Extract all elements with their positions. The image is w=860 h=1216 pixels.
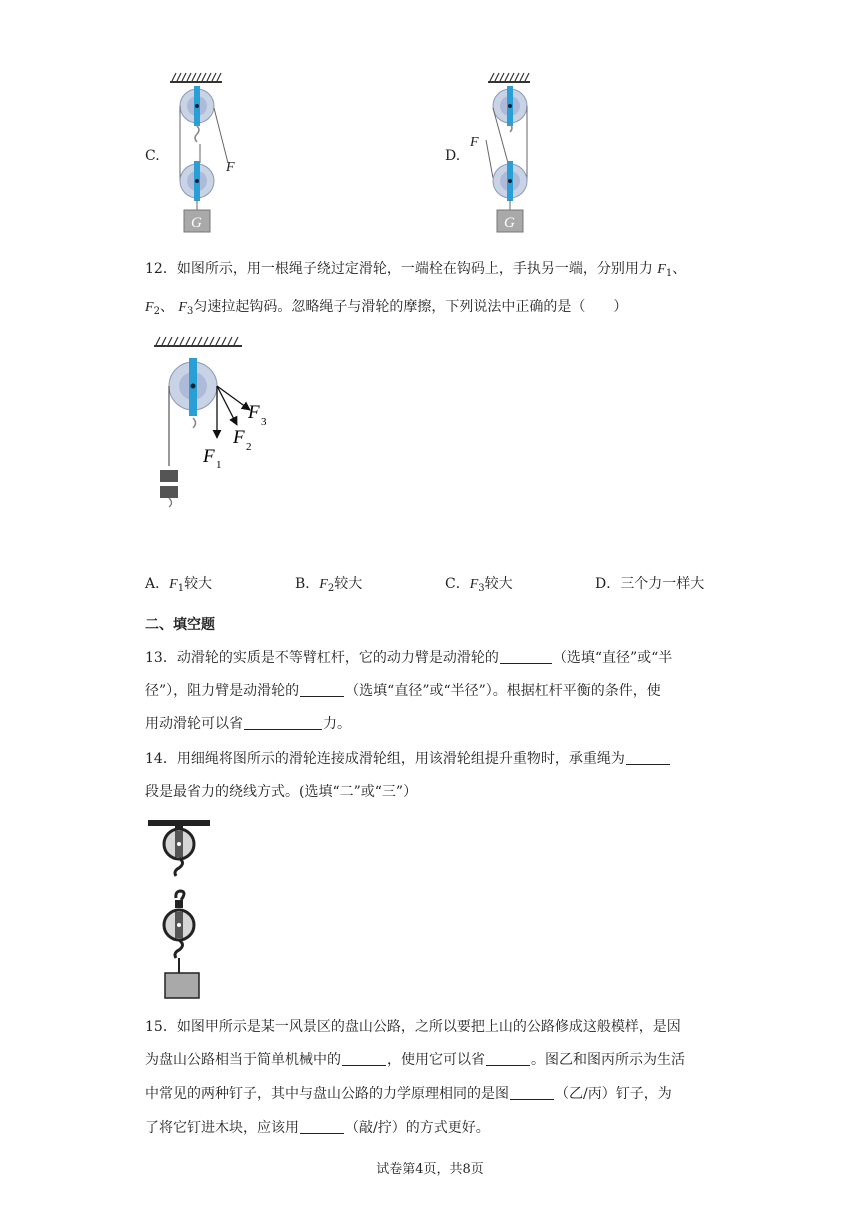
q12-option-d[interactable]: D．三个力一样大 (595, 576, 705, 592)
q15-line4: 了将它钉进木块，应该用 （敲/拧）的方式更好。 (145, 1120, 490, 1136)
force-label-c: F (226, 160, 235, 175)
q12-line2: $F_2$、 $F_3$匀速拉起钩码。忽略绳子与滑轮的摩擦，下列说法中正确的是（ ） (145, 299, 628, 317)
q14-blank[interactable] (626, 749, 670, 765)
q13-blank-3[interactable] (244, 714, 322, 730)
q15-line1: 15．如图甲所示是某一风景区的盘山公路，之所以要把上山的公路修成这般模样，是因 (145, 1019, 681, 1035)
q15-blank-4[interactable] (300, 1118, 344, 1134)
pulley-figure-d (468, 68, 558, 238)
svg-text:3: 3 (261, 416, 267, 428)
svg-text:F: F (233, 427, 245, 448)
fixed-pulley-figure (150, 330, 280, 520)
option-c-label: C. (145, 148, 160, 164)
svg-text:2: 2 (246, 441, 252, 453)
q14-line1: 14．用细绳将图所示的滑轮连接成滑轮组，用该滑轮组提升重物时，承重绳为 (145, 749, 671, 769)
q14-line2: 段是最省力的绕线方式。(选填“二”或“三”） (145, 784, 418, 800)
pulley-figure-c (160, 68, 260, 238)
q12-option-b[interactable]: B．$F_2$较大 (295, 576, 363, 594)
q15-blank-3[interactable] (510, 1084, 554, 1100)
q13-line1: 13．动滑轮的实质是不等臂杠杆，它的动力臂是动滑轮的 （选填“直径”或“半 (145, 650, 673, 666)
svg-text:1: 1 (216, 459, 222, 471)
q13-blank-2[interactable] (300, 681, 344, 697)
q15-line2: 为盘山公路相当于简单机械中的 ，使用它可以省 。图乙和图丙所示为生活 (145, 1052, 685, 1068)
q13-line2: 径”），阻力臂是动滑轮的 （选填“直径”或“半径”）。根据杠杆平衡的条件，使 (145, 683, 661, 699)
weight-label-d: G (504, 215, 515, 231)
svg-text:F: F (248, 402, 260, 423)
q15-blank-1[interactable] (342, 1050, 386, 1066)
pulley-block-figure (148, 818, 218, 1003)
q12-option-c[interactable]: C．$F_3$较大 (445, 576, 513, 594)
q12-option-a[interactable]: A．$F_1$较大 (145, 576, 213, 594)
force-label-d: F (470, 135, 479, 150)
q13-blank-1[interactable] (500, 648, 552, 664)
weight-label-c: G (191, 215, 202, 231)
q15-blank-2[interactable] (486, 1050, 530, 1066)
q15-line3: 中常见的两种钉子，其中与盘山公路的力学原理相同的是图 （乙/丙）钉子，为 (145, 1086, 672, 1102)
section-title: 二、填空题 (145, 617, 215, 633)
q12-line1: 12．如图所示，用一根绳子绕过定滑轮，一端栓在钩码上，手执另一端，分别用力 $F_1$、 (145, 261, 687, 279)
q13-line3: 用动滑轮可以省 力。 (145, 716, 351, 732)
option-d-label: D. (445, 148, 461, 164)
svg-text:F: F (203, 446, 215, 467)
page-footer: 试卷第4页，共8页 (376, 1162, 484, 1177)
